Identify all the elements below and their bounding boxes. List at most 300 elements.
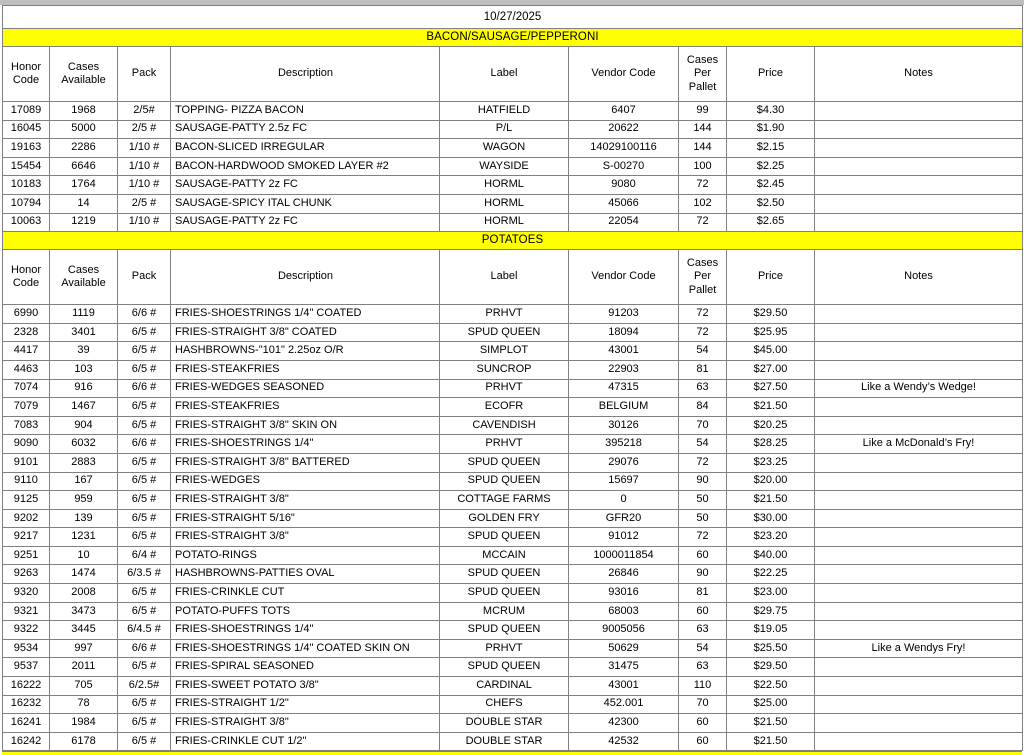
cell-price[interactable]: $27.50 <box>727 379 815 398</box>
cell-cases-available[interactable]: 139 <box>50 509 118 528</box>
cell-cases-per-pallet[interactable]: 60 <box>679 714 727 733</box>
cell-notes[interactable] <box>815 732 1023 751</box>
cell-description[interactable]: SAUSAGE-SPICY ITAL CHUNK <box>171 194 440 213</box>
cell-honor-code[interactable]: 9534 <box>3 639 50 658</box>
cell-label[interactable]: SPUD QUEEN <box>440 658 569 677</box>
table-row[interactable] <box>3 528 1023 547</box>
cell-vendor-code[interactable]: 9005056 <box>569 621 679 640</box>
cell-cases-per-pallet[interactable]: 72 <box>679 213 727 232</box>
table-row[interactable] <box>3 677 1023 696</box>
cell-pack[interactable]: 6/5 # <box>118 491 171 510</box>
cell-label[interactable]: HORML <box>440 213 569 232</box>
cell-cases-per-pallet[interactable]: 90 <box>679 472 727 491</box>
table-row[interactable] <box>3 379 1023 398</box>
cell-pack[interactable]: 6/6 # <box>118 639 171 658</box>
cell-honor-code[interactable]: 15454 <box>3 157 50 176</box>
cell-honor-code[interactable]: 16045 <box>3 120 50 139</box>
cell-description[interactable]: FRIES-STEAKFRIES <box>171 360 440 379</box>
cell-honor-code[interactable]: 9251 <box>3 546 50 565</box>
cell-cases-available[interactable]: 10 <box>50 546 118 565</box>
cell-vendor-code[interactable]: 31475 <box>569 658 679 677</box>
cell-vendor-code[interactable]: 91012 <box>569 528 679 547</box>
cell-notes[interactable] <box>815 472 1023 491</box>
cell-honor-code[interactable]: 9263 <box>3 565 50 584</box>
cell-price[interactable]: $22.50 <box>727 677 815 696</box>
cell-price[interactable]: $45.00 <box>727 342 815 361</box>
cell-pack[interactable]: 1/10 # <box>118 139 171 158</box>
cell-cases-available[interactable]: 2011 <box>50 658 118 677</box>
cell-vendor-code[interactable]: 45066 <box>569 194 679 213</box>
cell-vendor-code[interactable]: 14029100116 <box>569 139 679 158</box>
cell-description[interactable]: FRIES-SPIRAL SEASONED <box>171 658 440 677</box>
cell-description[interactable]: FRIES-SHOESTRINGS 1/4" COATED <box>171 305 440 324</box>
cell-cases-per-pallet[interactable]: 110 <box>679 677 727 696</box>
cell-label[interactable]: SPUD QUEEN <box>440 565 569 584</box>
cell-notes[interactable] <box>815 213 1023 232</box>
cell-price[interactable]: $1.90 <box>727 120 815 139</box>
cell-description[interactable]: POTATO-PUFFS TOTS <box>171 602 440 621</box>
cell-pack[interactable]: 6/5 # <box>118 714 171 733</box>
cell-vendor-code[interactable]: 42532 <box>569 732 679 751</box>
cell-vendor-code[interactable]: 18094 <box>569 323 679 342</box>
cell-notes[interactable] <box>815 416 1023 435</box>
cell-description[interactable]: FRIES-SWEET POTATO 3/8" <box>171 677 440 696</box>
table-row[interactable] <box>3 472 1023 491</box>
cell-honor-code[interactable]: 9101 <box>3 453 50 472</box>
cell-cases-per-pallet[interactable]: 72 <box>679 323 727 342</box>
cell-price[interactable]: $2.45 <box>727 176 815 195</box>
cell-price[interactable]: $40.00 <box>727 546 815 565</box>
cell-notes[interactable] <box>815 194 1023 213</box>
cell-description[interactable]: HASHBROWNS-PATTIES OVAL <box>171 565 440 584</box>
cell-honor-code[interactable]: 16242 <box>3 732 50 751</box>
cell-description[interactable]: BACON-SLICED IRREGULAR <box>171 139 440 158</box>
cell-notes[interactable] <box>815 658 1023 677</box>
cell-cases-available[interactable]: 997 <box>50 639 118 658</box>
cell-pack[interactable]: 6/6 # <box>118 379 171 398</box>
cell-honor-code[interactable]: 9110 <box>3 472 50 491</box>
table-row[interactable] <box>3 176 1023 195</box>
table-row[interactable] <box>3 323 1023 342</box>
cell-notes[interactable] <box>815 528 1023 547</box>
cell-price[interactable]: $25.00 <box>727 695 815 714</box>
cell-cases-per-pallet[interactable]: 72 <box>679 453 727 472</box>
cell-label[interactable]: GOLDEN FRY <box>440 509 569 528</box>
cell-honor-code[interactable]: 7083 <box>3 416 50 435</box>
cell-cases-available[interactable]: 1231 <box>50 528 118 547</box>
table-row[interactable] <box>3 120 1023 139</box>
cell-notes[interactable]: Like a Wendy’s Wedge! <box>815 379 1023 398</box>
cell-label[interactable]: WAGON <box>440 139 569 158</box>
cell-cases-available[interactable]: 6032 <box>50 435 118 454</box>
cell-cases-per-pallet[interactable]: 144 <box>679 139 727 158</box>
cell-label[interactable]: ECOFR <box>440 398 569 417</box>
table-row[interactable] <box>3 658 1023 677</box>
cell-honor-code[interactable]: 16232 <box>3 695 50 714</box>
cell-notes[interactable] <box>815 120 1023 139</box>
cell-label[interactable]: SPUD QUEEN <box>440 584 569 603</box>
cell-notes[interactable] <box>815 621 1023 640</box>
cell-pack[interactable]: 6/5 # <box>118 658 171 677</box>
cell-description[interactable]: FRIES-STEAKFRIES <box>171 398 440 417</box>
table-row[interactable] <box>3 491 1023 510</box>
cell-honor-code[interactable]: 9320 <box>3 584 50 603</box>
cell-cases-per-pallet[interactable]: 99 <box>679 102 727 121</box>
cell-pack[interactable]: 6/2.5# <box>118 677 171 696</box>
cell-pack[interactable]: 2/5 # <box>118 120 171 139</box>
cell-cases-available[interactable]: 78 <box>50 695 118 714</box>
cell-pack[interactable]: 6/5 # <box>118 342 171 361</box>
cell-vendor-code[interactable]: 9080 <box>569 176 679 195</box>
cell-label[interactable]: HATFIELD <box>440 102 569 121</box>
cell-cases-available[interactable]: 2883 <box>50 453 118 472</box>
cell-cases-per-pallet[interactable]: 72 <box>679 305 727 324</box>
cell-pack[interactable]: 6/5 # <box>118 584 171 603</box>
cell-label[interactable]: PRHVT <box>440 305 569 324</box>
cell-price[interactable]: $23.25 <box>727 453 815 472</box>
cell-honor-code[interactable]: 9217 <box>3 528 50 547</box>
cell-vendor-code[interactable]: 30126 <box>569 416 679 435</box>
cell-price[interactable]: $21.50 <box>727 714 815 733</box>
cell-cases-available[interactable]: 916 <box>50 379 118 398</box>
cell-cases-per-pallet[interactable]: 70 <box>679 416 727 435</box>
cell-pack[interactable]: 6/5 # <box>118 416 171 435</box>
cell-description[interactable]: FRIES-SHOESTRINGS 1/4" <box>171 621 440 640</box>
table-row[interactable] <box>3 639 1023 658</box>
cell-label[interactable]: CAVENDISH <box>440 416 569 435</box>
cell-cases-per-pallet[interactable]: 102 <box>679 194 727 213</box>
cell-vendor-code[interactable]: 43001 <box>569 677 679 696</box>
cell-cases-available[interactable]: 3473 <box>50 602 118 621</box>
cell-notes[interactable] <box>815 509 1023 528</box>
cell-notes[interactable]: Like a Wendys Fry! <box>815 639 1023 658</box>
cell-vendor-code[interactable]: 50629 <box>569 639 679 658</box>
table-row[interactable] <box>3 621 1023 640</box>
table-row[interactable] <box>3 157 1023 176</box>
cell-honor-code[interactable]: 9202 <box>3 509 50 528</box>
cell-cases-available[interactable]: 2286 <box>50 139 118 158</box>
cell-description[interactable]: FRIES-STRAIGHT 5/16" <box>171 509 440 528</box>
cell-notes[interactable] <box>815 491 1023 510</box>
cell-label[interactable]: HORML <box>440 194 569 213</box>
cell-cases-per-pallet[interactable]: 84 <box>679 398 727 417</box>
cell-honor-code[interactable]: 16222 <box>3 677 50 696</box>
cell-price[interactable]: $21.50 <box>727 398 815 417</box>
cell-pack[interactable]: 2/5 # <box>118 194 171 213</box>
cell-vendor-code[interactable]: 68003 <box>569 602 679 621</box>
cell-honor-code[interactable]: 10183 <box>3 176 50 195</box>
cell-vendor-code[interactable]: 20622 <box>569 120 679 139</box>
cell-cases-available[interactable]: 167 <box>50 472 118 491</box>
cell-label[interactable]: SIMPLOT <box>440 342 569 361</box>
cell-honor-code[interactable]: 9321 <box>3 602 50 621</box>
cell-notes[interactable] <box>815 714 1023 733</box>
cell-notes[interactable] <box>815 602 1023 621</box>
cell-pack[interactable]: 6/4.5 # <box>118 621 171 640</box>
cell-description[interactable]: FRIES-STRAIGHT 3/8" <box>171 491 440 510</box>
cell-price[interactable]: $29.75 <box>727 602 815 621</box>
cell-notes[interactable] <box>815 139 1023 158</box>
cell-label[interactable]: DOUBLE STAR <box>440 732 569 751</box>
table-row[interactable] <box>3 416 1023 435</box>
cell-pack[interactable]: 6/5 # <box>118 360 171 379</box>
cell-cases-per-pallet[interactable]: 60 <box>679 732 727 751</box>
cell-cases-per-pallet[interactable]: 70 <box>679 695 727 714</box>
cell-pack[interactable]: 6/4 # <box>118 546 171 565</box>
cell-price[interactable]: $21.50 <box>727 491 815 510</box>
cell-cases-available[interactable]: 705 <box>50 677 118 696</box>
cell-price[interactable]: $19.05 <box>727 621 815 640</box>
table-row[interactable] <box>3 139 1023 158</box>
cell-cases-per-pallet[interactable]: 72 <box>679 528 727 547</box>
cell-vendor-code[interactable]: 6407 <box>569 102 679 121</box>
cell-honor-code[interactable]: 19163 <box>3 139 50 158</box>
cell-cases-available[interactable]: 1219 <box>50 213 118 232</box>
cell-label[interactable]: PRHVT <box>440 435 569 454</box>
cell-price[interactable]: $28.25 <box>727 435 815 454</box>
cell-pack[interactable]: 6/5 # <box>118 323 171 342</box>
cell-label[interactable]: MCRUM <box>440 602 569 621</box>
cell-honor-code[interactable]: 7079 <box>3 398 50 417</box>
table-row[interactable] <box>3 732 1023 751</box>
cell-vendor-code[interactable]: 395218 <box>569 435 679 454</box>
cell-cases-per-pallet[interactable]: 60 <box>679 602 727 621</box>
table-row[interactable] <box>3 102 1023 121</box>
cell-price[interactable]: $29.50 <box>727 658 815 677</box>
cell-honor-code[interactable]: 10794 <box>3 194 50 213</box>
cell-vendor-code[interactable]: 93016 <box>569 584 679 603</box>
cell-pack[interactable]: 6/5 # <box>118 732 171 751</box>
cell-notes[interactable] <box>815 695 1023 714</box>
table-row[interactable] <box>3 509 1023 528</box>
table-row[interactable] <box>3 453 1023 472</box>
cell-vendor-code[interactable]: 26846 <box>569 565 679 584</box>
cell-pack[interactable]: 1/10 # <box>118 213 171 232</box>
table-row[interactable] <box>3 213 1023 232</box>
cell-notes[interactable] <box>815 565 1023 584</box>
cell-honor-code[interactable]: 10063 <box>3 213 50 232</box>
cell-description[interactable]: POTATO-RINGS <box>171 546 440 565</box>
cell-cases-available[interactable]: 1984 <box>50 714 118 733</box>
cell-honor-code[interactable]: 2328 <box>3 323 50 342</box>
cell-honor-code[interactable]: 17089 <box>3 102 50 121</box>
cell-cases-per-pallet[interactable]: 81 <box>679 584 727 603</box>
cell-cases-per-pallet[interactable]: 60 <box>679 546 727 565</box>
cell-honor-code[interactable]: 4417 <box>3 342 50 361</box>
cell-description[interactable]: FRIES-STRAIGHT 3/8" SKIN ON <box>171 416 440 435</box>
cell-description[interactable]: FRIES-WEDGES <box>171 472 440 491</box>
cell-honor-code[interactable]: 9537 <box>3 658 50 677</box>
cell-vendor-code[interactable]: 452.001 <box>569 695 679 714</box>
table-row[interactable] <box>3 584 1023 603</box>
cell-description[interactable]: FRIES-STRAIGHT 1/2" <box>171 695 440 714</box>
cell-notes[interactable] <box>815 360 1023 379</box>
cell-cases-per-pallet[interactable]: 54 <box>679 342 727 361</box>
table-row[interactable] <box>3 435 1023 454</box>
cell-price[interactable]: $20.25 <box>727 416 815 435</box>
cell-pack[interactable]: 6/6 # <box>118 435 171 454</box>
table-row[interactable] <box>3 305 1023 324</box>
cell-vendor-code[interactable]: 0 <box>569 491 679 510</box>
cell-cases-per-pallet[interactable]: 54 <box>679 639 727 658</box>
cell-notes[interactable] <box>815 546 1023 565</box>
cell-cases-available[interactable]: 5000 <box>50 120 118 139</box>
cell-notes[interactable] <box>815 342 1023 361</box>
cell-cases-available[interactable]: 6646 <box>50 157 118 176</box>
cell-cases-per-pallet[interactable]: 63 <box>679 379 727 398</box>
table-row[interactable] <box>3 695 1023 714</box>
cell-description[interactable]: FRIES-CRINKLE CUT <box>171 584 440 603</box>
cell-label[interactable]: WAYSIDE <box>440 157 569 176</box>
cell-label[interactable]: CHEFS <box>440 695 569 714</box>
cell-label[interactable]: COTTAGE FARMS <box>440 491 569 510</box>
cell-pack[interactable]: 6/5 # <box>118 398 171 417</box>
cell-pack[interactable]: 6/3.5 # <box>118 565 171 584</box>
cell-notes[interactable] <box>815 176 1023 195</box>
cell-pack[interactable]: 6/5 # <box>118 528 171 547</box>
table-row[interactable] <box>3 342 1023 361</box>
cell-cases-per-pallet[interactable]: 63 <box>679 621 727 640</box>
cell-label[interactable]: PRHVT <box>440 639 569 658</box>
cell-notes[interactable] <box>815 157 1023 176</box>
cell-price[interactable]: $21.50 <box>727 732 815 751</box>
cell-cases-per-pallet[interactable]: 144 <box>679 120 727 139</box>
cell-vendor-code[interactable]: 47315 <box>569 379 679 398</box>
cell-cases-per-pallet[interactable]: 50 <box>679 491 727 510</box>
cell-pack[interactable]: 1/10 # <box>118 176 171 195</box>
cell-honor-code[interactable]: 7074 <box>3 379 50 398</box>
cell-cases-available[interactable]: 1467 <box>50 398 118 417</box>
cell-cases-per-pallet[interactable]: 50 <box>679 509 727 528</box>
cell-pack[interactable]: 1/10 # <box>118 157 171 176</box>
cell-vendor-code[interactable]: GFR20 <box>569 509 679 528</box>
cell-description[interactable]: FRIES-STRAIGHT 3/8" COATED <box>171 323 440 342</box>
cell-description[interactable]: FRIES-STRAIGHT 3/8" BATTERED <box>171 453 440 472</box>
cell-cases-available[interactable]: 1968 <box>50 102 118 121</box>
cell-vendor-code[interactable]: 1000011854 <box>569 546 679 565</box>
cell-price[interactable]: $29.50 <box>727 305 815 324</box>
cell-price[interactable]: $4.30 <box>727 102 815 121</box>
cell-cases-available[interactable]: 959 <box>50 491 118 510</box>
cell-label[interactable]: SUNCROP <box>440 360 569 379</box>
cell-label[interactable]: SPUD QUEEN <box>440 472 569 491</box>
cell-honor-code[interactable]: 9322 <box>3 621 50 640</box>
cell-cases-available[interactable]: 14 <box>50 194 118 213</box>
cell-price[interactable]: $27.00 <box>727 360 815 379</box>
table-row[interactable] <box>3 398 1023 417</box>
cell-pack[interactable]: 6/5 # <box>118 472 171 491</box>
cell-price[interactable]: $20.00 <box>727 472 815 491</box>
cell-notes[interactable]: Like a McDonald’s Fry! <box>815 435 1023 454</box>
cell-price[interactable]: $2.50 <box>727 194 815 213</box>
cell-vendor-code[interactable]: 22054 <box>569 213 679 232</box>
cell-cases-per-pallet[interactable]: 100 <box>679 157 727 176</box>
table-row[interactable] <box>3 546 1023 565</box>
table-row[interactable] <box>3 360 1023 379</box>
cell-description[interactable]: FRIES-WEDGES SEASONED <box>171 379 440 398</box>
cell-label[interactable]: SPUD QUEEN <box>440 528 569 547</box>
table-row[interactable] <box>3 565 1023 584</box>
cell-cases-available[interactable]: 3445 <box>50 621 118 640</box>
cell-label[interactable]: PRHVT <box>440 379 569 398</box>
table-row[interactable] <box>3 714 1023 733</box>
cell-description[interactable]: FRIES-SHOESTRINGS 1/4" COATED SKIN ON <box>171 639 440 658</box>
cell-label[interactable]: CARDINAL <box>440 677 569 696</box>
cell-pack[interactable]: 6/5 # <box>118 602 171 621</box>
cell-pack[interactable]: 6/5 # <box>118 509 171 528</box>
cell-label[interactable]: SPUD QUEEN <box>440 621 569 640</box>
cell-notes[interactable] <box>815 677 1023 696</box>
cell-description[interactable]: BACON-HARDWOOD SMOKED LAYER #2 <box>171 157 440 176</box>
cell-cases-available[interactable]: 1119 <box>50 305 118 324</box>
cell-vendor-code[interactable]: 42300 <box>569 714 679 733</box>
cell-honor-code[interactable]: 4463 <box>3 360 50 379</box>
cell-cases-available[interactable]: 39 <box>50 342 118 361</box>
table-row[interactable] <box>3 602 1023 621</box>
cell-cases-per-pallet[interactable]: 72 <box>679 176 727 195</box>
cell-price[interactable]: $2.15 <box>727 139 815 158</box>
cell-honor-code[interactable]: 9090 <box>3 435 50 454</box>
cell-description[interactable]: FRIES-STRAIGHT 3/8" <box>171 528 440 547</box>
cell-description[interactable]: TOPPING- PIZZA BACON <box>171 102 440 121</box>
cell-description[interactable]: FRIES-SHOESTRINGS 1/4" <box>171 435 440 454</box>
cell-vendor-code[interactable]: 15697 <box>569 472 679 491</box>
cell-price[interactable]: $25.95 <box>727 323 815 342</box>
cell-price[interactable]: $23.00 <box>727 584 815 603</box>
cell-description[interactable]: SAUSAGE-PATTY 2.5z FC <box>171 120 440 139</box>
cell-cases-per-pallet[interactable]: 54 <box>679 435 727 454</box>
cell-cases-available[interactable]: 103 <box>50 360 118 379</box>
cell-cases-per-pallet[interactable]: 63 <box>679 658 727 677</box>
cell-notes[interactable] <box>815 323 1023 342</box>
cell-vendor-code[interactable]: BELGIUM <box>569 398 679 417</box>
cell-vendor-code[interactable]: 91203 <box>569 305 679 324</box>
cell-cases-available[interactable]: 6178 <box>50 732 118 751</box>
cell-honor-code[interactable]: 9125 <box>3 491 50 510</box>
cell-vendor-code[interactable]: 22903 <box>569 360 679 379</box>
cell-label[interactable]: DOUBLE STAR <box>440 714 569 733</box>
cell-cases-available[interactable]: 1474 <box>50 565 118 584</box>
cell-notes[interactable] <box>815 398 1023 417</box>
cell-cases-per-pallet[interactable]: 90 <box>679 565 727 584</box>
cell-price[interactable]: $2.65 <box>727 213 815 232</box>
cell-price[interactable]: $25.50 <box>727 639 815 658</box>
cell-description[interactable]: FRIES-STRAIGHT 3/8" <box>171 714 440 733</box>
cell-description[interactable]: FRIES-CRINKLE CUT 1/2" <box>171 732 440 751</box>
cell-price[interactable]: $2.25 <box>727 157 815 176</box>
cell-label[interactable]: MCCAIN <box>440 546 569 565</box>
cell-cases-available[interactable]: 3401 <box>50 323 118 342</box>
cell-label[interactable]: P/L <box>440 120 569 139</box>
cell-notes[interactable] <box>815 305 1023 324</box>
cell-cases-per-pallet[interactable]: 81 <box>679 360 727 379</box>
cell-price[interactable]: $30.00 <box>727 509 815 528</box>
cell-honor-code[interactable]: 16241 <box>3 714 50 733</box>
cell-label[interactable]: SPUD QUEEN <box>440 323 569 342</box>
cell-vendor-code[interactable]: S-00270 <box>569 157 679 176</box>
cell-pack[interactable]: 6/5 # <box>118 453 171 472</box>
cell-pack[interactable]: 2/5# <box>118 102 171 121</box>
cell-pack[interactable]: 6/6 # <box>118 305 171 324</box>
table-row[interactable] <box>3 194 1023 213</box>
cell-vendor-code[interactable]: 43001 <box>569 342 679 361</box>
cell-notes[interactable] <box>815 102 1023 121</box>
cell-cases-available[interactable]: 2008 <box>50 584 118 603</box>
cell-price[interactable]: $23.20 <box>727 528 815 547</box>
cell-cases-available[interactable]: 1764 <box>50 176 118 195</box>
cell-honor-code[interactable]: 6990 <box>3 305 50 324</box>
cell-description[interactable]: HASHBROWNS-"101" 2.25oz O/R <box>171 342 440 361</box>
